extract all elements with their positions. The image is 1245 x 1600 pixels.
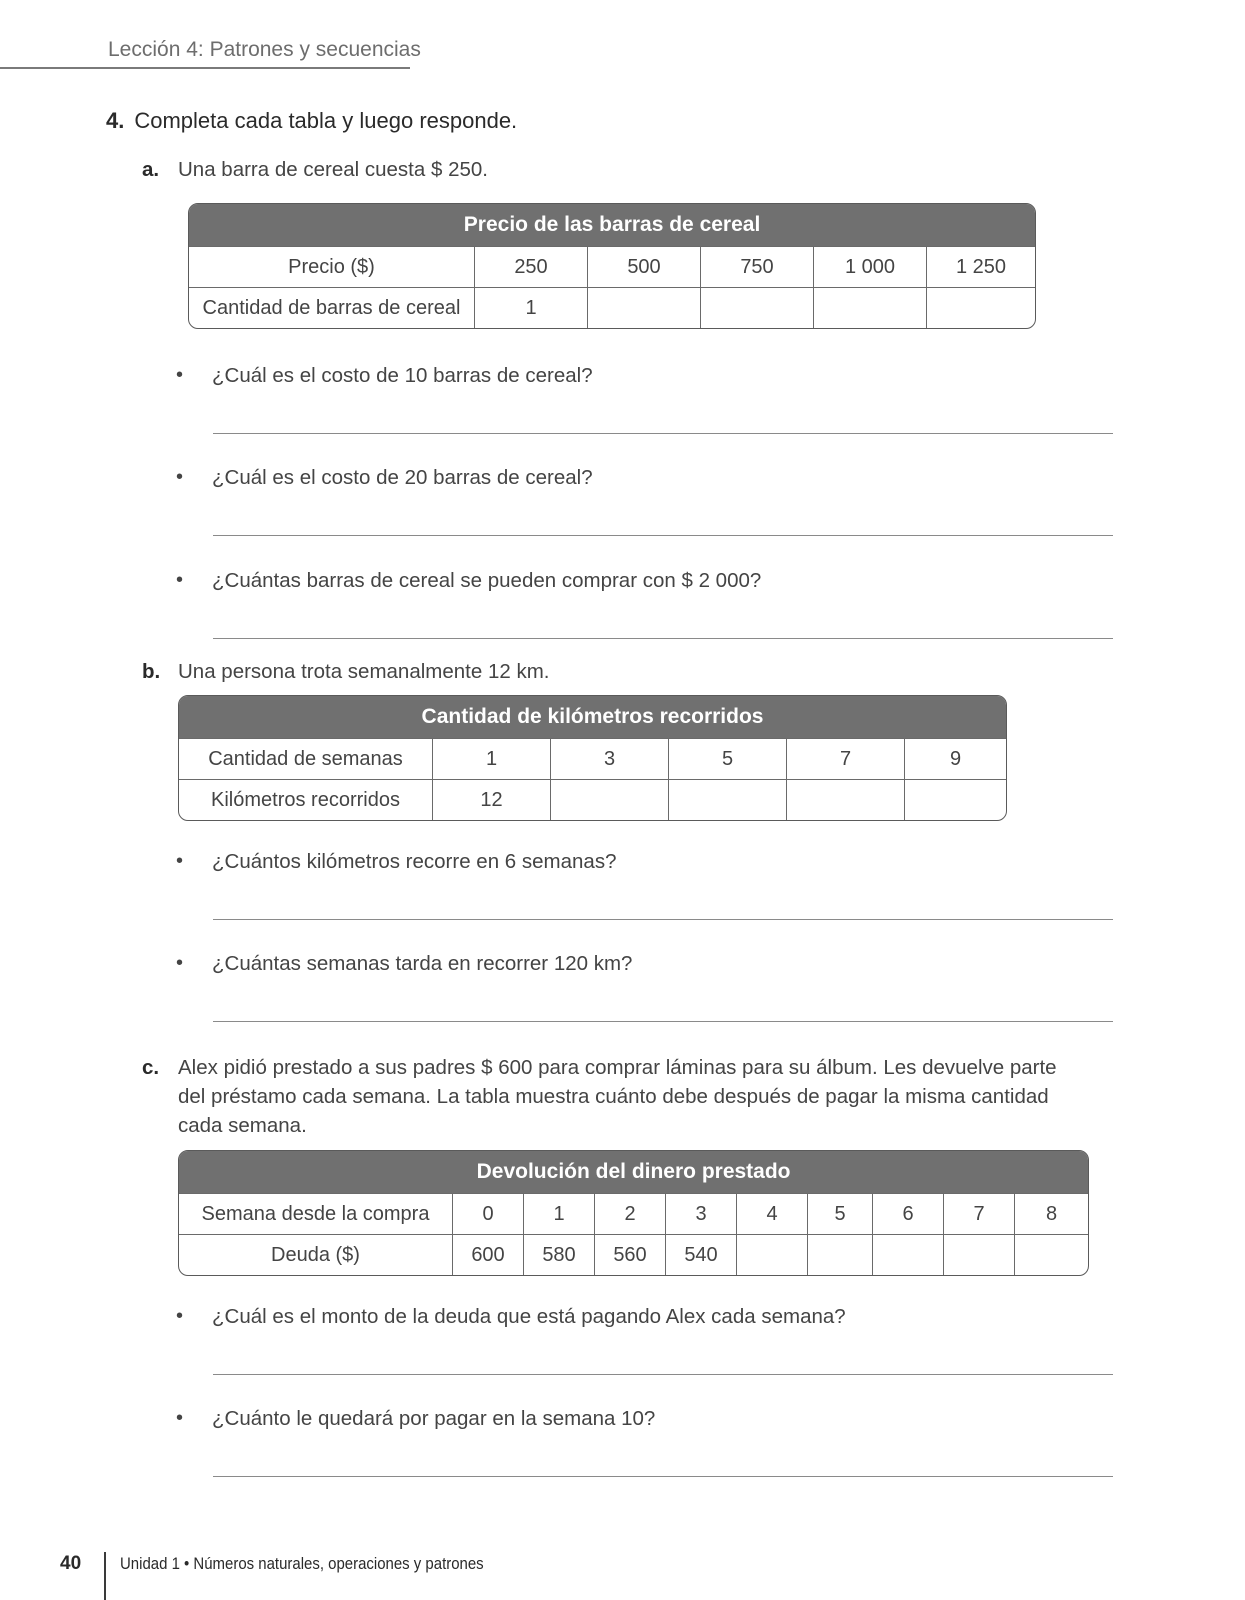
table-title: Cantidad de kilómetros recorridos xyxy=(179,696,1006,738)
table-row xyxy=(189,246,1035,287)
table-cell: 8 xyxy=(1014,1193,1088,1234)
table-cell: 580 xyxy=(523,1234,594,1275)
blank-cell[interactable] xyxy=(550,779,668,820)
part-b-text: Una persona trota semanalmente 12 km. xyxy=(178,660,550,683)
exercise-text: Completa cada tabla y luego responde. xyxy=(134,108,518,133)
blank-cell[interactable] xyxy=(587,287,700,328)
question-text: ¿Cuántos kilómetros recorre en 6 semanas? xyxy=(212,850,617,873)
bullet-icon: • xyxy=(176,1305,184,1327)
table-row xyxy=(179,738,1006,779)
table-cell: 5 xyxy=(668,738,786,779)
table-row xyxy=(179,1193,1088,1234)
table-cell: 4 xyxy=(736,1193,807,1234)
blank-cell[interactable] xyxy=(700,287,813,328)
unit-title: Unidad 1 • Números naturales, operaciones y patrones xyxy=(120,1554,484,1573)
question-text: ¿Cuántas semanas tarda en recorrer 120 km? xyxy=(212,952,633,975)
table-title: Devolución del dinero prestado xyxy=(179,1151,1088,1193)
footer-divider xyxy=(104,1552,106,1600)
question-item xyxy=(176,1305,846,1329)
row-header: Precio ($) xyxy=(189,246,474,287)
blank-cell[interactable] xyxy=(943,1234,1014,1275)
blank-cell[interactable] xyxy=(926,287,1035,328)
question-item xyxy=(176,952,632,976)
question-text: ¿Cuál es el monto de la deuda que está pagando Alex cada semana? xyxy=(212,1305,846,1328)
table-cell: 3 xyxy=(665,1193,736,1234)
row-header: Semana desde la compra xyxy=(179,1193,452,1234)
question-item xyxy=(176,850,617,874)
blank-cell[interactable] xyxy=(813,287,926,328)
lesson-header: Lección 4: Patrones y secuencias xyxy=(108,38,421,61)
table-cell: 7 xyxy=(943,1193,1014,1234)
row-header: Kilómetros recorridos xyxy=(179,779,432,820)
table-cell: 600 xyxy=(452,1234,523,1275)
bullet-icon: • xyxy=(176,952,184,974)
part-a-text: Una barra de cereal cuesta $ 250. xyxy=(178,158,488,181)
blank-cell[interactable] xyxy=(807,1234,872,1275)
bullet-icon: • xyxy=(176,1407,184,1429)
question-item xyxy=(176,1407,655,1431)
answer-line[interactable] xyxy=(213,1021,1113,1022)
table-cell: 540 xyxy=(665,1234,736,1275)
blank-cell[interactable] xyxy=(1014,1234,1088,1275)
answer-line[interactable] xyxy=(213,638,1113,639)
question-text: ¿Cuánto le quedará por pagar en la semana 10? xyxy=(212,1407,656,1430)
table-cell: 7 xyxy=(786,738,904,779)
part-b-statement xyxy=(142,660,549,684)
bullet-icon: • xyxy=(176,850,184,872)
table-kilometers xyxy=(178,695,1007,821)
answer-line[interactable] xyxy=(213,1374,1113,1375)
table-cereal-prices xyxy=(188,203,1036,329)
blank-cell[interactable] xyxy=(668,779,786,820)
blank-cell[interactable] xyxy=(736,1234,807,1275)
table-cell: 750 xyxy=(700,246,813,287)
question-item xyxy=(176,466,593,490)
exercise-instruction xyxy=(106,108,517,134)
question-text: ¿Cuál es el costo de 20 barras de cereal? xyxy=(212,466,593,489)
table-loan-repayment xyxy=(178,1150,1089,1276)
table-cell: 1 000 xyxy=(813,246,926,287)
question-item xyxy=(176,569,761,593)
table-cell: 1 xyxy=(523,1193,594,1234)
table-cell: 1 250 xyxy=(926,246,1035,287)
table-cell: 500 xyxy=(587,246,700,287)
table-cell: 0 xyxy=(452,1193,523,1234)
answer-line[interactable] xyxy=(213,919,1113,920)
table-cell: 1 xyxy=(432,738,550,779)
page-number: 40 xyxy=(60,1553,82,1574)
part-c-letter: c. xyxy=(142,1056,160,1079)
question-text: ¿Cuántas barras de cereal se pueden comprar con $ 2 000? xyxy=(212,569,762,592)
part-c-text: Alex pidió prestado a sus padres $ 600 para comprar láminas para su álbum. Les devuelve parte del préstamo cada semana. La tabla muestra cuánto debe después de pagar la misma cantidad cada semana. xyxy=(178,1056,1057,1137)
answer-line[interactable] xyxy=(213,1476,1113,1477)
bullet-icon: • xyxy=(176,569,184,591)
part-a-letter: a. xyxy=(142,158,160,181)
table-cell: 9 xyxy=(904,738,1006,779)
part-b-letter: b. xyxy=(142,660,161,683)
blank-cell[interactable] xyxy=(872,1234,943,1275)
blank-cell[interactable] xyxy=(904,779,1006,820)
row-header: Cantidad de semanas xyxy=(179,738,432,779)
table-cell: 12 xyxy=(432,779,550,820)
answer-line[interactable] xyxy=(213,535,1113,536)
table-cell: 5 xyxy=(807,1193,872,1234)
exercise-number: 4. xyxy=(106,108,125,133)
table-cell: 560 xyxy=(594,1234,665,1275)
question-text: ¿Cuál es el costo de 10 barras de cereal? xyxy=(212,364,593,387)
table-cell: 3 xyxy=(550,738,668,779)
bullet-icon: • xyxy=(176,364,184,386)
header-divider xyxy=(0,67,410,69)
question-item xyxy=(176,364,593,388)
answer-line[interactable] xyxy=(213,433,1113,434)
table-cell: 6 xyxy=(872,1193,943,1234)
table-cell: 1 xyxy=(474,287,587,328)
table-row xyxy=(179,1234,1088,1275)
table-title: Precio de las barras de cereal xyxy=(189,204,1035,246)
row-header: Deuda ($) xyxy=(179,1234,452,1275)
table-row xyxy=(179,779,1006,820)
table-row xyxy=(189,287,1035,328)
table-cell: 2 xyxy=(594,1193,665,1234)
table-cell: 250 xyxy=(474,246,587,287)
part-a-statement xyxy=(142,158,488,182)
bullet-icon: • xyxy=(176,466,184,488)
blank-cell[interactable] xyxy=(786,779,904,820)
part-c-statement xyxy=(142,1053,1082,1140)
row-header: Cantidad de barras de cereal xyxy=(189,287,474,328)
